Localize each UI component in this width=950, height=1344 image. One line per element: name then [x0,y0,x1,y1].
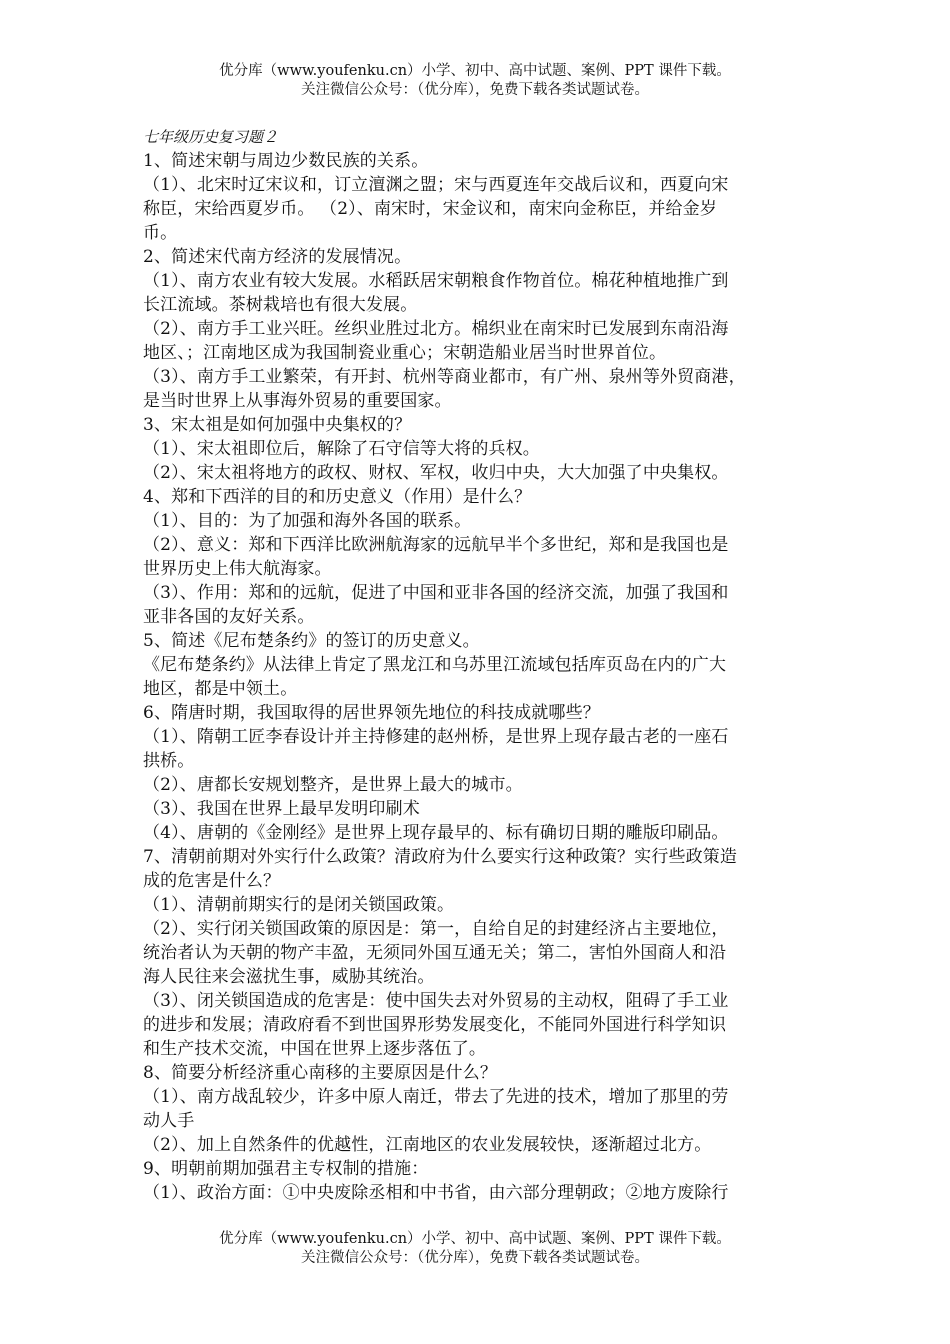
text-line: 统治者认为天朝的物产丰盈，无须同外国互通无关；第二，害怕外国商人和沿 [143,943,727,963]
text-line: 和生产技术交流，中国在世界上逐步落伍了。 [143,1039,486,1059]
footer-line-1: 优分库（www.youfenku.cn）小学、初中、高中试题、案例、PPT 课件下载。 [219,1231,731,1247]
text-line: （1）、隋朝工匠李春设计并主持修建的赵州桥，是世界上现存最古老的一座石 [143,727,729,747]
text-line: 1、简述宋朝与周边少数民族的关系。 [143,151,429,171]
text-line: 拱桥。 [143,751,195,771]
text-line: （3）、南方手工业繁荣，有开封、杭州等商业都市，有广州、泉州等外贸商港， [143,367,746,387]
text-line: 《尼布楚条约》从法律上肯定了黑龙江和乌苏里江流域包括库页岛在内的广大 [143,655,727,675]
text-line: （1）、南方农业有较大发展。水稻跃居宋朝粮食作物首位。棉花种植地推广到 [143,271,729,291]
header-line-2: 关注微信公众号：（优分库），免费下载各类试题试卷。 [301,82,649,98]
text-line: 称臣，宋给西夏岁币。 （2）、南宋时，宋金议和，南宋向金称臣，并给金岁 [143,199,717,219]
text-line: 4、郑和下西洋的目的和历史意义（作用）是什么？ [143,487,532,507]
text-line: （2）、南方手工业兴旺。丝织业胜过北方。棉织业在南宋时已发展到东南沿海 [143,319,729,339]
text-line: （2）、宋太祖将地方的政权、财权、军权，收归中央，大大加强了中央集权。 [143,463,729,483]
text-line: 7、清朝前期对外实行什么政策？清政府为什么要实行这种政策？实行些政策造 [143,847,738,867]
footer-line-2: 关注微信公众号：（优分库），免费下载各类试题试卷。 [301,1250,649,1266]
page-footer [0,1230,950,1268]
text-line: 8、简要分析经济重心南移的主要原因是什么？ [143,1063,497,1083]
text-line: 长江流域。茶树栽培也有很大发展。 [143,295,418,315]
text-line: （2）、意义：郑和下西洋比欧洲航海家的远航早半个多世纪，郑和是我国也是 [143,535,729,555]
text-line: （2）、实行闭关锁国政策的原因是：第一，自给自足的封建经济占主要地位， [143,919,729,939]
text-line: 海人民往来会滋扰生事，威胁其统治。 [143,967,435,987]
document-title: 七年级历史复习题２ [143,128,279,146]
text-line: （3）、作用：郑和的远航，促进了中国和亚非各国的经济交流，加强了我国和 [143,583,729,603]
text-line: （1）、政治方面：①中央废除丞相和中书省，由六部分理朝政；②地方废除行 [143,1183,729,1203]
text-line: （1）、清朝前期实行的是闭关锁国政策。 [143,895,455,915]
header-line-1: 优分库（www.youfenku.cn）小学、初中、高中试题、案例、PPT 课件下载。 [219,63,731,79]
text-line: （1）、宋太祖即位后，解除了石守信等大将的兵权。 [143,439,540,459]
document-lines [143,149,815,1205]
text-line: （1）、南方战乱较少，许多中原人南迁，带去了先进的技术，增加了那里的劳 [143,1087,729,1107]
text-line: 6、隋唐时期，我国取得的居世界领先地位的科技成就哪些？ [143,703,600,723]
text-line: （3）、我国在世界上最早发明印刷术 [143,799,420,819]
text-line: （2）、加上自然条件的优越性，江南地区的农业发展较快，逐渐超过北方。 [143,1135,712,1155]
text-line: （1）、北宋时辽宋议和，订立澶渊之盟；宋与西夏连年交战后议和，西夏向宋 [143,175,729,195]
text-line: （1）、目的：为了加强和海外各国的联系。 [143,511,472,531]
text-line: 成的危害是什么？ [143,871,281,891]
text-line: 5、简述《尼布楚条约》的签订的历史意义。 [143,631,480,651]
text-line: 币。 [143,223,178,243]
text-line: （2）、唐都长安规划整齐，是世界上最大的城市。 [143,775,523,795]
page-header [0,62,950,100]
text-line: 地区、；江南地区成为我国制瓷业重心；宋朝造船业居当时世界首位。 [143,343,667,363]
text-line: （3）、闭关锁国造成的危害是：使中国失去对外贸易的主动权，阻碍了手工业 [143,991,729,1011]
document-body [143,128,815,1205]
text-line: 动人手 [143,1111,195,1131]
text-line: 2、简述宋代南方经济的发展情况。 [143,247,412,267]
text-line: 3、宋太祖是如何加强中央集权的？ [143,415,412,435]
text-line: （4）、唐朝的《金刚经》是世界上现存最早的、标有确切日期的雕版印刷品。 [143,823,729,843]
text-line: 亚非各国的友好关系。 [143,607,315,627]
text-line: 世界历史上伟大航海家。 [143,559,332,579]
text-line: 9、明朝前期加强君主专权制的措施： [143,1159,429,1179]
text-line: 地区，都是中领土。 [143,679,298,699]
text-line: 是当时世界上从事海外贸易的重要国家。 [143,391,452,411]
text-line: 的进步和发展；清政府看不到世国界形势发展变化，不能同外国进行科学知识 [143,1015,727,1035]
